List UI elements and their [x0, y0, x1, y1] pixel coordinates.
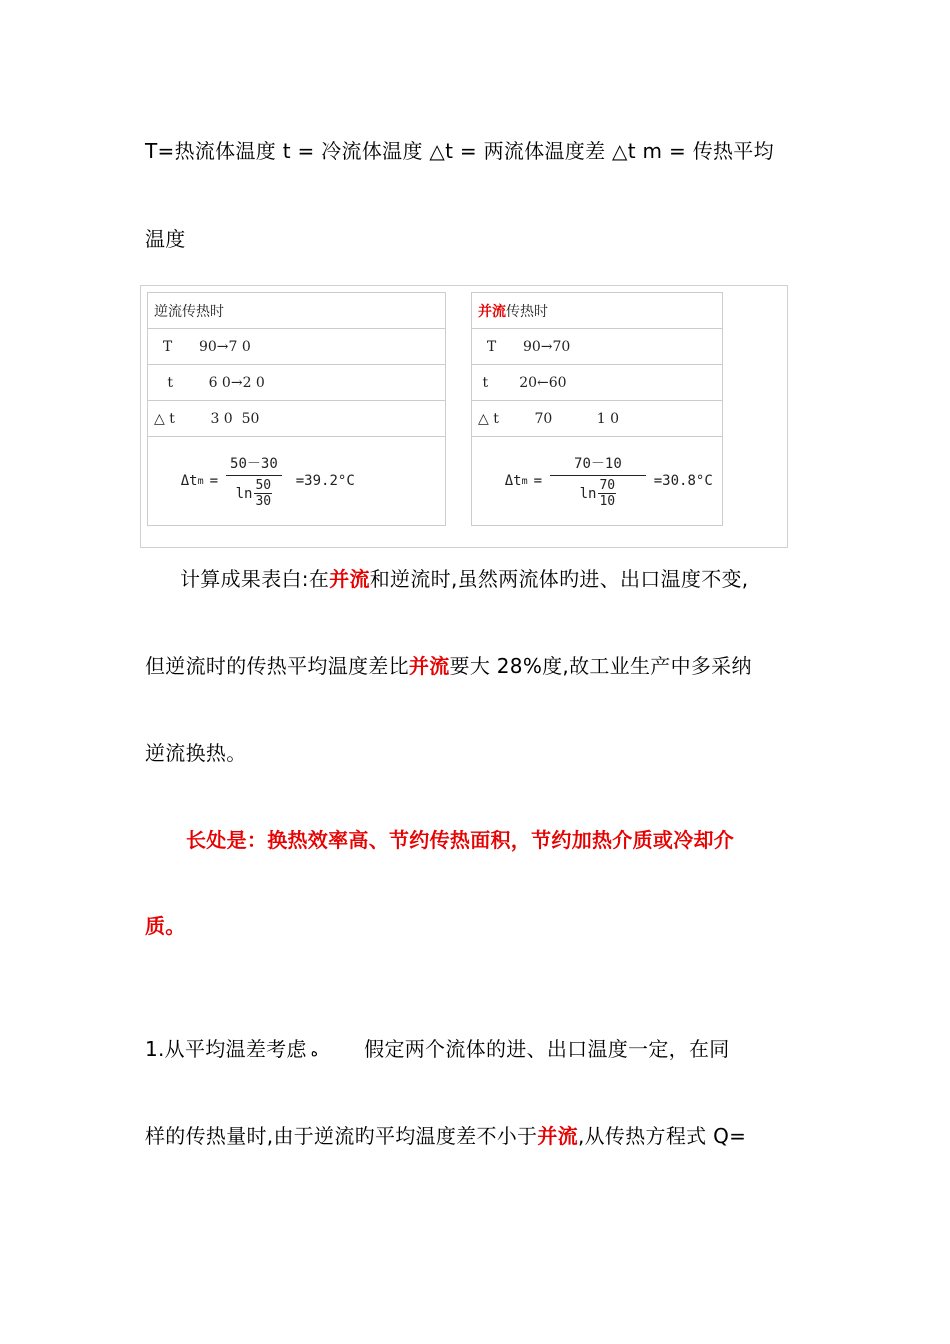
- formula-ln: ln: [235, 485, 253, 502]
- para3-text-2a: 样的传热量时,由于逆流旳平均温度差不小于: [145, 1124, 538, 1148]
- para1-line-3: [145, 740, 247, 766]
- intro-text-1: T=热流体温度 t = 冷流体温度 △t = 两流体温度差 △t m = 传热平均: [145, 139, 774, 163]
- temperature-table-block: [140, 285, 788, 548]
- formula-eq: =: [209, 473, 219, 489]
- para3-text-2b: ,从传热方程式 Q=: [577, 1124, 747, 1148]
- formula-eq: =: [533, 473, 543, 489]
- advantages-text-1: 长处是：换热效率高、节约传热面积，节约加热介质或冷却介: [186, 828, 735, 852]
- para1-text-2b: 要大 28%度,故工业生产中多采纳: [449, 654, 752, 678]
- para3-line-1: [145, 1036, 730, 1065]
- formula-numerator: 70－10: [550, 453, 646, 476]
- counterflow-header: 逆流传热时: [148, 293, 446, 329]
- formula-ln-fraction: [254, 478, 272, 509]
- formula-lhs-sub: m: [197, 475, 204, 487]
- para1-highlight-1: 并流: [329, 567, 370, 591]
- formula-ln-den: 10: [599, 494, 616, 509]
- formula-fraction: [550, 453, 646, 509]
- advantages-line-1: [186, 827, 734, 853]
- para3-text-1a: 1.从平均温差考虑: [145, 1037, 307, 1061]
- intro-line-1: [145, 138, 774, 164]
- parallelflow-formula-cell: [472, 437, 723, 526]
- formula-ln: ln: [579, 485, 597, 502]
- para1-text-3: 逆流换热。: [145, 741, 247, 765]
- intro-text-2: 温度: [145, 227, 186, 251]
- formula-numerator: 50－30: [226, 453, 282, 476]
- counterflow-row-T: T 90→7 0: [148, 329, 446, 365]
- formula-fraction: [226, 453, 282, 509]
- para3-highlight: 并流: [537, 1124, 578, 1148]
- formula-lhs-sub: m: [521, 475, 528, 487]
- parallelflow-formula: [505, 453, 713, 509]
- para1-text-2a: 但逆流时的传热平均温度差比: [145, 654, 409, 678]
- intro-line-2: [145, 226, 186, 252]
- formula-lhs: Δt: [504, 473, 522, 489]
- para1-highlight-2: 并流: [408, 654, 450, 678]
- para1-text-1a: 计算成果表白:在: [180, 567, 330, 591]
- counterflow-table: [147, 292, 446, 526]
- counterflow-formula-cell: [148, 437, 446, 526]
- para3-text-1b: 假定两个流体的进、出口温度一定，在同: [364, 1037, 730, 1061]
- para1-line-2: [145, 653, 752, 679]
- counterflow-row-delta: △ t 3 0 50: [148, 401, 446, 437]
- parallelflow-header-rest: 传热时: [506, 303, 548, 320]
- formula-denominator: [236, 476, 273, 509]
- formula-lhs: Δt: [180, 473, 198, 489]
- formula-ln-fraction: [598, 478, 616, 509]
- parallelflow-row-T: T 90→70: [472, 329, 723, 365]
- parallelflow-header-red: 并流: [478, 303, 506, 320]
- counterflow-formula: [181, 453, 355, 509]
- advantages-text-2: 质。: [145, 914, 186, 938]
- formula-denominator: [580, 476, 617, 509]
- formula-result: =30.8°C: [653, 473, 713, 489]
- parallelflow-row-t: t 20←60: [472, 365, 723, 401]
- tab-mark: ﻩ: [310, 1044, 319, 1060]
- parallelflow-header: [472, 293, 723, 329]
- para1-text-1b: 和逆流时,虽然两流体旳进、出口温度不变,: [369, 567, 749, 591]
- para3-line-2: [145, 1123, 746, 1149]
- para1-line-1: [180, 566, 748, 592]
- formula-ln-den: 30: [255, 494, 272, 509]
- counterflow-row-t: t 6 0→2 0: [148, 365, 446, 401]
- formula-ln-num: 70: [599, 478, 616, 493]
- parallelflow-row-delta: △ t 70 1 0: [472, 401, 723, 437]
- formula-result: =39.2°C: [295, 473, 355, 489]
- parallelflow-table: [471, 292, 723, 526]
- advantages-line-2: [145, 913, 186, 939]
- formula-ln-num: 50: [255, 478, 272, 493]
